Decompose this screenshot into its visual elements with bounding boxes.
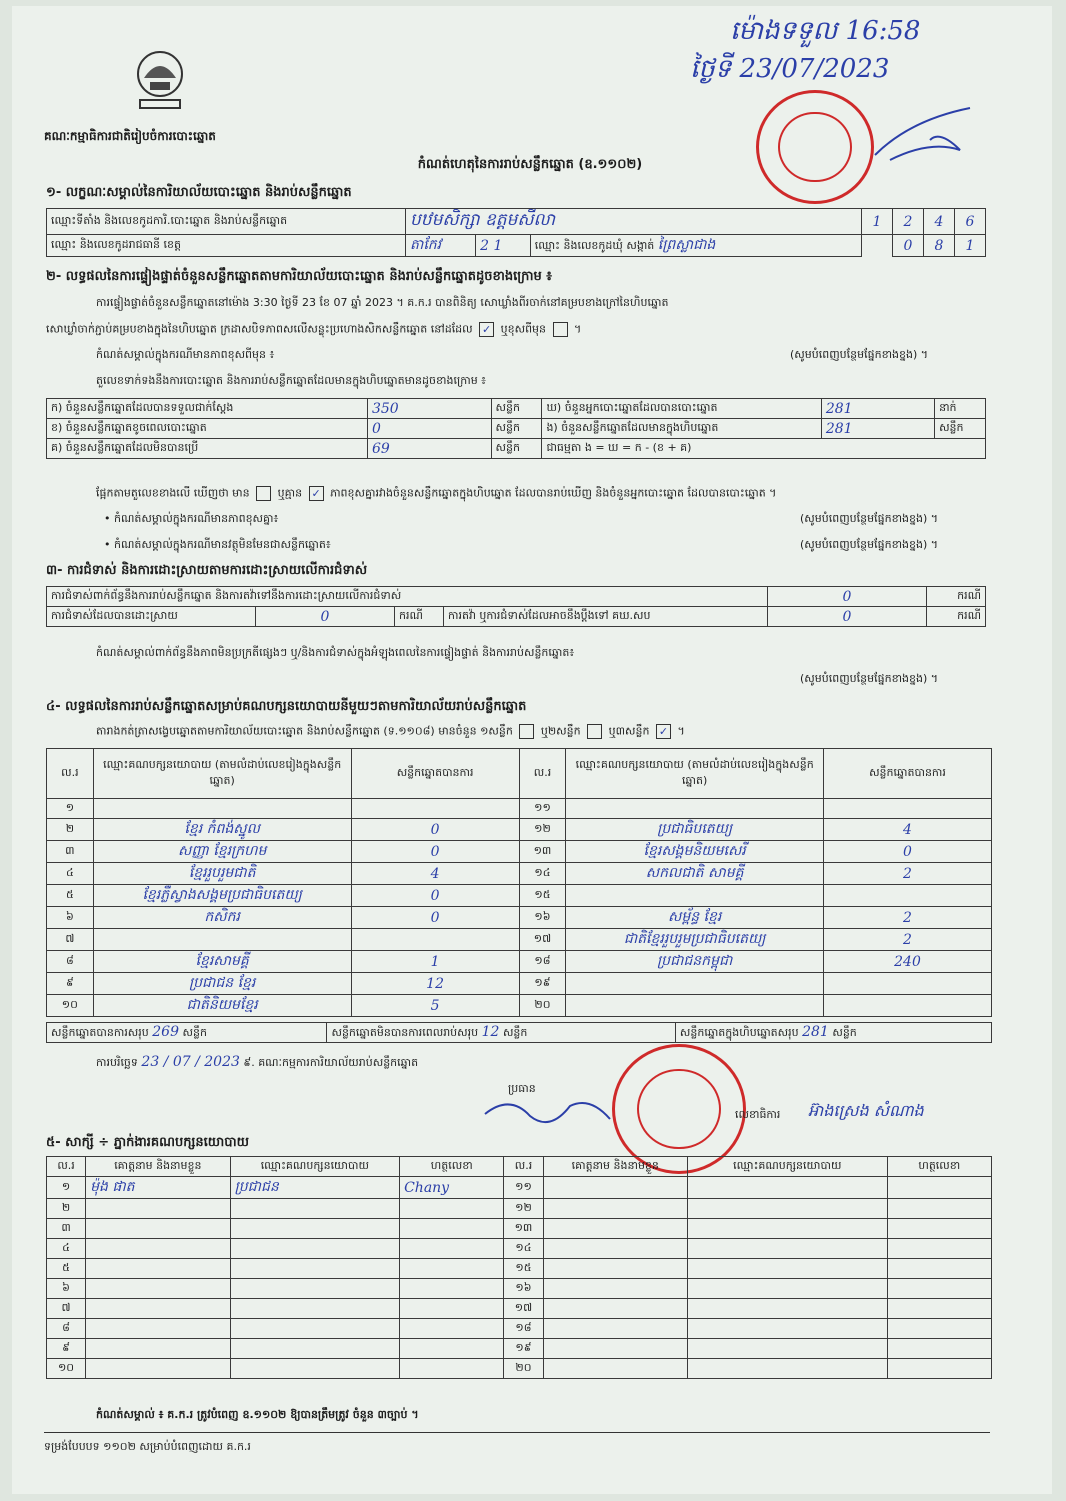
row-number: ១០ xyxy=(47,1359,86,1379)
witness-row xyxy=(47,1279,992,1299)
witness-row xyxy=(47,1319,992,1339)
row-number: ២ xyxy=(47,1199,86,1219)
count-value: 281 xyxy=(821,399,934,419)
row-number: ១៤ xyxy=(504,1239,543,1259)
objections-table xyxy=(46,586,986,627)
official-seal-top xyxy=(756,90,874,204)
party-name xyxy=(566,973,824,995)
row-number: ២០ xyxy=(504,1359,543,1379)
appeal-label: ការតវ៉ា ឬការជំទាស់ដែលអាចនឹងប្តឹងទៅ គឃ.សប xyxy=(444,607,768,627)
ballot-count-table xyxy=(46,398,986,459)
objection-label: ការជំទាស់ពាក់ព័ន្ធនឹងការរាប់សន្លឹកឆ្នោត និងការតវ៉ាទៅនឹងការដោះស្រាយលើការជំទាស់ xyxy=(47,587,768,607)
objection-value: 0 xyxy=(768,587,927,607)
col-no-header: ល.រ xyxy=(504,1157,543,1177)
party-result-row xyxy=(47,995,992,1017)
row-number: ១៦ xyxy=(504,1279,543,1299)
witness-name xyxy=(86,1279,230,1299)
vote-count: 2 xyxy=(823,929,991,951)
witness-signature xyxy=(887,1177,991,1199)
row-number: ១៧ xyxy=(504,1299,543,1319)
witness-signature xyxy=(887,1239,991,1259)
vote-count: 240 xyxy=(823,951,991,973)
vote-count: 1 xyxy=(351,951,519,973)
resolved-unit: ករណី xyxy=(395,607,444,627)
chair-label: ប្រធាន xyxy=(508,1082,536,1095)
polling-station-label: ឈ្មោះទីតាំង និងលេខកូដការិ.បោះឆ្នោត និងរាប់សន្លឹកឆ្នោត xyxy=(47,209,406,235)
witness-signature xyxy=(887,1199,991,1219)
row-number: ១៨ xyxy=(504,1319,543,1339)
party-name: ប្រជាជនកម្ពុជា xyxy=(566,951,824,973)
province-value: តាកែវ xyxy=(406,235,476,257)
row-number: ៣ xyxy=(47,841,94,863)
row-number: ១៥ xyxy=(519,885,566,907)
count-value: 69 xyxy=(367,439,491,459)
section1-heading: ១- លក្ខណៈសម្គាល់នៃការិយាល័យបោះឆ្នោត និងរាប់សន្លឹកឆ្នោត xyxy=(46,185,352,200)
vote-count: 0 xyxy=(351,885,519,907)
count-unit: សន្លឹក xyxy=(491,419,542,439)
col-name-header: គោត្តនាម និងនាមខ្លួន xyxy=(86,1157,230,1177)
vote-count: 12 xyxy=(351,973,519,995)
witness-signature xyxy=(400,1219,504,1239)
official-seal-committee xyxy=(612,1044,746,1174)
col-party-header: ឈ្មោះគណបក្សនយោបាយ (តាមលំដាប់លេខរៀងក្នុងសន្លឹកឆ្នោត) xyxy=(93,749,351,799)
row-number: ១៥ xyxy=(504,1259,543,1279)
row-number: ៣ xyxy=(47,1219,86,1239)
station-code-digit: 6 xyxy=(955,209,986,235)
count-label: ខ) ចំនួនសន្លឹកឆ្នោតខូចពេលបោះឆ្នោត xyxy=(47,419,368,439)
witness-row xyxy=(47,1259,992,1279)
checkbox-different xyxy=(553,322,568,337)
section2-para5: ផ្អែកតាមតួលេខខាងលើ ឃើញថា មាន ឬគ្មាន ✓ ភាពខុសគ្នារវាងចំនួនសន្លឹកឆ្នោតក្នុងហិបឆ្នោត ដែលបានរាប់ឃើញ និងចំនួនអ្នកបោះឆ្នោត ដែលបានបោះឆ្នោត ។ xyxy=(96,486,777,500)
witness-row xyxy=(47,1339,992,1359)
row-number: ៤ xyxy=(47,1239,86,1259)
row-number: ១១ xyxy=(519,799,566,819)
witness-name xyxy=(86,1299,230,1319)
count-label: ង) ចំនួនសន្លឹកឆ្នោតដែលមានក្នុងហិបឆ្នោត xyxy=(542,419,821,439)
section3-para: កំណត់សម្គាល់ពាក់ព័ន្ធនឹងភាពមិនប្រក្រតីផ្សេងៗ ឬ/និងការជំទាស់ក្នុងអំឡុងពេលនៃការផ្ទៀងផ្ទាត់ និងការរាប់សន្លឹកឆ្នោត៖ xyxy=(96,646,575,659)
party-name: សកលជាតិ សាមគ្គី xyxy=(566,863,824,885)
witness-signature xyxy=(887,1339,991,1359)
checkbox-3-sheets: ✓ xyxy=(656,724,671,739)
col-no-header: ល.រ xyxy=(47,1157,86,1177)
vote-count xyxy=(823,973,991,995)
row-number: ៧ xyxy=(47,929,94,951)
total-box-cell: សន្លឹកឆ្នោតក្នុងហិបឆ្នោតសរុប 281 សន្លឹក xyxy=(675,1023,991,1043)
witness-party xyxy=(230,1199,400,1219)
witness-row xyxy=(47,1199,992,1219)
count-label: ក) ចំនួនសន្លឹកឆ្នោតដែលបានទទួលជាក់ស្តែង xyxy=(47,399,368,419)
commune-code-digit: 1 xyxy=(955,235,986,257)
col-no-header: ល.រ xyxy=(519,749,566,799)
section2-para3-note: (សូមបំពេញបន្ថែមផ្នែកខាងខ្នង) ។ xyxy=(790,348,929,361)
party-name: ប្រជាធិបតេយ្យ xyxy=(566,819,824,841)
witness-signature xyxy=(887,1259,991,1279)
party-result-row xyxy=(47,885,992,907)
witness-row xyxy=(47,1299,992,1319)
vote-count xyxy=(823,885,991,907)
section4-heading: ៤- លទ្ធផលនៃការរាប់សន្លឹកឆ្នោតសម្រាប់គណបក្សនយោបាយនីមួយៗតាមការិយាល័យរាប់សន្លឹកឆ្នោត xyxy=(46,699,527,714)
count-unit: សន្លឹក xyxy=(491,399,542,419)
witness-party xyxy=(687,1319,887,1339)
row-number: ១៩ xyxy=(519,973,566,995)
witness-party xyxy=(687,1279,887,1299)
total-invalid-cell: សន្លឹកឆ្នោតមិនបានការពេលរាប់សរុប 12 សន្លឹក xyxy=(327,1023,675,1043)
commune-cell: ឈ្មោះ និងលេខកូដឃុំ សង្កាត់ ព្រៃស្លាជាង xyxy=(530,235,861,257)
checkbox-2-sheets xyxy=(587,724,602,739)
row-number: ៤ xyxy=(47,863,94,885)
witness-party xyxy=(687,1299,887,1319)
count-unit: សន្លឹក xyxy=(935,419,986,439)
vote-count xyxy=(351,929,519,951)
witness-party xyxy=(687,1259,887,1279)
witness-table xyxy=(46,1156,992,1379)
org-name: គណៈកម្មាធិការជាតិរៀបចំការបោះឆ្នោត xyxy=(44,129,216,143)
row-number: ៩ xyxy=(47,1339,86,1359)
witness-signature xyxy=(887,1359,991,1379)
vote-count: 4 xyxy=(823,819,991,841)
row-number: ២ xyxy=(47,819,94,841)
row-number: ៥ xyxy=(47,885,94,907)
row-number: ១៩ xyxy=(504,1339,543,1359)
party-name: ខ្មែរសាមគ្គី xyxy=(93,951,351,973)
witness-signature xyxy=(400,1339,504,1359)
station-code-digit: 4 xyxy=(924,209,955,235)
witness-name xyxy=(86,1359,230,1379)
witness-party xyxy=(230,1359,400,1379)
party-name xyxy=(566,995,824,1017)
section2-bullet2-note: (សូមបំពេញបន្ថែមផ្នែកខាងខ្នង) ។ xyxy=(800,538,939,551)
witness-row xyxy=(47,1359,992,1379)
section2-para3: កំណត់សម្គាល់ក្នុងករណីមានភាពខុសពីមុន ៖ xyxy=(96,348,275,361)
witness-signature: Chany xyxy=(400,1177,504,1199)
appeal-unit: ករណី xyxy=(927,607,986,627)
section2-bullet2: • កំណត់សម្គាល់ក្នុងករណីមានវត្ថុមិនមែនជាសន្លឹកឆ្នោត៖ xyxy=(104,538,331,551)
witness-name xyxy=(86,1199,230,1219)
row-number: ៨ xyxy=(47,1319,86,1339)
witness-signature xyxy=(400,1319,504,1339)
party-result-row xyxy=(47,907,992,929)
polling-station-value: បឋមសិក្សា ឧត្តមសីលា xyxy=(406,209,862,235)
witness-party xyxy=(687,1219,887,1239)
checkbox-no-difference: ✓ xyxy=(309,486,324,501)
commune-code-digit: 8 xyxy=(924,235,955,257)
witness-name xyxy=(543,1279,687,1299)
row-number: ១ xyxy=(47,1177,86,1199)
witness-signature xyxy=(400,1299,504,1319)
vote-count xyxy=(823,995,991,1017)
witness-name xyxy=(543,1359,687,1379)
party-name: កសិករ xyxy=(93,907,351,929)
col-party-header: ឈ្មោះគណបក្សនយោបាយ (តាមលំដាប់លេខរៀងក្នុងសន្លឹកឆ្នោត) xyxy=(566,749,824,799)
section2-para2: សោឃ្លាំចាក់ភ្ជាប់គម្របខាងក្នុងនៃហិបឆ្នោត ក្រដាសបិទភាពសលើសន្លុះប្រហោងសិកសន្លឹកឆ្នោត នៅដដែល ✓ ឬខុសពីមុន ។ xyxy=(46,322,582,336)
province-code: 2 1 xyxy=(476,235,531,257)
row-number: ២០ xyxy=(519,995,566,1017)
witness-signature xyxy=(887,1279,991,1299)
section2-heading: ២- លទ្ធផលនៃការផ្ទៀងផ្ទាត់ចំនួនសន្លឹកឆ្នោតតាមការិយាល័យបោះឆ្នោត និងរាប់សន្លឹកឆ្នោតដូចខាងក្រោម ៖ xyxy=(46,269,552,284)
party-result-row xyxy=(47,929,992,951)
witness-party xyxy=(687,1339,887,1359)
party-name: ខ្មែរ កំពង់ស្នូល xyxy=(93,819,351,841)
col-votes-header: សន្លឹកឆ្នោតបានការ xyxy=(351,749,519,799)
row-number: ១៧ xyxy=(519,929,566,951)
emblem-logo-icon xyxy=(130,48,190,116)
row-number: ៦ xyxy=(47,907,94,929)
party-name: សម្ព័ន្ធ ខ្មែរ xyxy=(566,907,824,929)
party-name: សញ្ញា ខ្មែរក្រហម xyxy=(93,841,351,863)
witness-party xyxy=(687,1239,887,1259)
witness-name xyxy=(543,1177,687,1199)
witness-name: ម៉ុង ផាត xyxy=(86,1177,230,1199)
row-number: ១ xyxy=(47,799,94,819)
party-results-table xyxy=(46,748,992,1017)
party-name: ខ្មែរភ្លឺស្វាងសង្គមប្រជាធិបតេយ្យ xyxy=(93,885,351,907)
date-line: ការបរិច្ឆេទ 23 / 07 / 2023 ៩. គណៈកម្មការការិយាល័យរាប់សន្លឹកឆ្នោត xyxy=(96,1054,419,1070)
party-result-row xyxy=(47,951,992,973)
checkbox-same: ✓ xyxy=(479,322,494,337)
checkbox-has-difference xyxy=(256,486,271,501)
checkbox-1-sheet xyxy=(519,724,534,739)
witness-party xyxy=(230,1339,400,1359)
witness-name xyxy=(86,1239,230,1259)
row-number: ៦ xyxy=(47,1279,86,1299)
count-label: គ) ចំនួនសន្លឹកឆ្នោតដែលមិនបានប្រើ xyxy=(47,439,368,459)
row-number: ៨ xyxy=(47,951,94,973)
count-unit: សន្លឹក xyxy=(491,439,542,459)
party-result-row xyxy=(47,799,992,819)
vote-count: 0 xyxy=(351,841,519,863)
objection-unit: ករណី xyxy=(927,587,986,607)
party-name xyxy=(93,929,351,951)
witness-party xyxy=(687,1359,887,1379)
witness-party xyxy=(230,1219,400,1239)
witness-name xyxy=(543,1259,687,1279)
province-label: ឈ្មោះ និងលេខកូដរាជធានី ខេត្ត xyxy=(47,235,406,257)
vote-count: 0 xyxy=(823,841,991,863)
station-code-digit: 2 xyxy=(893,209,924,235)
section2-para4: តួលេខទាក់ទងនឹងការបោះឆ្នោត និងការរាប់សន្លឹកឆ្នោតដែលមានក្នុងហិបឆ្នោតមានដូចខាងក្រោម ៖ xyxy=(96,374,487,387)
station-code-digit: 1 xyxy=(862,209,893,235)
vote-count: 2 xyxy=(823,907,991,929)
party-result-row xyxy=(47,819,992,841)
witness-row xyxy=(47,1239,992,1259)
secretary-label: លេខាធិការ xyxy=(735,1108,781,1121)
witness-party xyxy=(230,1259,400,1279)
row-number: ១២ xyxy=(504,1199,543,1219)
witness-row xyxy=(47,1177,992,1199)
witness-name xyxy=(543,1219,687,1239)
row-number: ៥ xyxy=(47,1259,86,1279)
witness-party xyxy=(230,1279,400,1299)
witness-name xyxy=(543,1339,687,1359)
col-votes-header: សន្លឹកឆ្នោតបានការ xyxy=(823,749,991,799)
witness-name xyxy=(543,1319,687,1339)
witness-party xyxy=(230,1299,400,1319)
witness-name xyxy=(86,1259,230,1279)
witness-signature xyxy=(887,1299,991,1319)
receipt-time-note: ម៉ោងទទួល 16:58 xyxy=(730,16,921,46)
col-sign-header: ហត្ថលេខា xyxy=(400,1157,504,1177)
col-party-header: ឈ្មោះគណបក្សនយោបាយ xyxy=(687,1157,887,1177)
party-name: ខ្មែររួបរួមជាតិ xyxy=(93,863,351,885)
col-sign-header: ហត្ថលេខា xyxy=(887,1157,991,1177)
witness-name xyxy=(86,1219,230,1239)
vote-count xyxy=(351,799,519,819)
row-number: ១៨ xyxy=(519,951,566,973)
witness-party xyxy=(230,1239,400,1259)
section2-bullet1: • កំណត់សម្គាល់ក្នុងករណីមានភាពខុសគ្នា៖ xyxy=(104,512,279,525)
witness-signature xyxy=(887,1219,991,1239)
witness-party xyxy=(687,1199,887,1219)
row-number: ១៦ xyxy=(519,907,566,929)
vote-count xyxy=(823,799,991,819)
party-name xyxy=(566,799,824,819)
witness-name xyxy=(543,1199,687,1219)
party-name: ជាតិខ្មែររួបរួមប្រជាធិបតេយ្យ xyxy=(566,929,824,951)
section3-note: (សូមបំពេញបន្ថែមផ្នែកខាងខ្នង) ។ xyxy=(800,672,939,685)
witness-signature xyxy=(887,1319,991,1339)
party-result-row xyxy=(47,841,992,863)
party-result-row xyxy=(47,973,992,995)
vote-count: 2 xyxy=(823,863,991,885)
commune-code-digit: 0 xyxy=(893,235,924,257)
party-result-row xyxy=(47,863,992,885)
vote-count: 4 xyxy=(351,863,519,885)
vote-count: 0 xyxy=(351,907,519,929)
appeal-value: 0 xyxy=(768,607,927,627)
party-name: ជាតិនិយមខ្មែរ xyxy=(93,995,351,1017)
section4-intro: តារាងកត់ត្រាសង្ខេបឆ្នោតតាមការិយាល័យបោះឆ្នោត និងរាប់សន្លឹកឆ្នោត (ទ.១១០៨) មានចំនួន ១សន្លឹក ឬ២សន្លឹក ឬ៣សន្លឹក ✓ ។ xyxy=(96,724,685,738)
location-table xyxy=(46,208,986,257)
count-value: 0 xyxy=(367,419,491,439)
party-name: ខ្មែរសង្គមនិយមសេរី xyxy=(566,841,824,863)
witness-signature xyxy=(400,1239,504,1259)
section3-heading: ៣- ការជំទាស់ និងការដោះស្រាយតាមការដោះស្រាយលើការជំទាស់ xyxy=(46,563,368,578)
receipt-date-note: ថ្ងៃទី 23/07/2023 xyxy=(690,54,890,84)
col-no-header: ល.រ xyxy=(47,749,94,799)
witness-name xyxy=(86,1339,230,1359)
section5-heading: ៥- សាក្សី ÷ ភ្នាក់ងារគណបក្សនយោបាយ xyxy=(46,1135,249,1150)
form-title: កំណត់ហេតុនៃការរាប់សន្លឹកឆ្នោត (ឧ.១១០២) xyxy=(417,157,643,172)
section2-para1: ការផ្ទៀងផ្ទាត់ចំនួនសន្លឹកឆ្នោតនៅម៉ោង 3:30 ថ្ងៃទី 23 ខែ 07 ឆ្នាំ 2023 ។ គ.ក.រ បានពិនិត្យ សោឃ្លាំងពីរចាក់នៅគម្របខាងក្រៅនៃហិបឆ្នោត xyxy=(96,296,669,309)
secretary-name: អ៊ាងស្រេង សំណាង xyxy=(808,1101,924,1120)
vote-count: 5 xyxy=(351,995,519,1017)
count-value: 350 xyxy=(367,399,491,419)
total-valid-cell: សន្លឹកឆ្នោតបានការសរុប 269 សន្លឹក xyxy=(47,1023,327,1043)
row-number: ១៤ xyxy=(519,863,566,885)
witness-party xyxy=(230,1319,400,1339)
section2-bullet1-note: (សូមបំពេញបន្ថែមផ្នែកខាងខ្នង) ។ xyxy=(800,512,939,525)
resolved-value: 0 xyxy=(256,607,395,627)
col-party-header: ឈ្មោះគណបក្សនយោបាយ xyxy=(230,1157,400,1177)
witness-signature xyxy=(400,1359,504,1379)
row-number: ១០ xyxy=(47,995,94,1017)
divider xyxy=(44,1432,990,1433)
party-name xyxy=(93,799,351,819)
count-unit: នាក់ xyxy=(935,399,986,419)
resolved-label: ការជំទាស់ដែលបានដោះស្រាយ xyxy=(47,607,256,627)
witness-name xyxy=(86,1319,230,1339)
count-label: ឃ) ចំនួនអ្នកបោះឆ្នោតដែលបានបោះឆ្នោត xyxy=(542,399,821,419)
witness-name xyxy=(543,1299,687,1319)
witness-party: ប្រជាជន xyxy=(230,1177,400,1199)
chair-signature xyxy=(480,1094,620,1134)
row-number: ១៣ xyxy=(519,841,566,863)
footnote: កំណត់សម្គាល់ ៖ គ.ក.រ ត្រូវបំពេញ ឧ.១១០២ ឱ្យបានត្រឹមត្រូវ ចំនួន ៣ច្បាប់ ។ xyxy=(96,1408,419,1421)
witness-name xyxy=(543,1239,687,1259)
formula-label: ជាធម្មតា ង = ឃ = ក - (ខ + គ) xyxy=(542,439,986,459)
signature-top xyxy=(870,100,980,170)
col-name-header: គោត្តនាម និងនាមខ្លួន xyxy=(543,1157,687,1177)
witness-signature xyxy=(400,1279,504,1299)
row-number: ៧ xyxy=(47,1299,86,1319)
row-number: ១២ xyxy=(519,819,566,841)
row-number: ៩ xyxy=(47,973,94,995)
witness-row xyxy=(47,1219,992,1239)
totals-table xyxy=(46,1022,992,1043)
row-number: ១៣ xyxy=(504,1219,543,1239)
witness-party xyxy=(687,1177,887,1199)
party-name xyxy=(566,885,824,907)
count-value: 281 xyxy=(821,419,934,439)
row-number: ១១ xyxy=(504,1177,543,1199)
witness-signature xyxy=(400,1199,504,1219)
vote-count: 0 xyxy=(351,819,519,841)
form-footer: ទម្រង់បែបបទ ១១០២ សម្រាប់បំពេញដោយ គ.ក.រ xyxy=(44,1440,251,1453)
party-name: ប្រជាជន ខ្មែរ xyxy=(93,973,351,995)
witness-signature xyxy=(400,1259,504,1279)
